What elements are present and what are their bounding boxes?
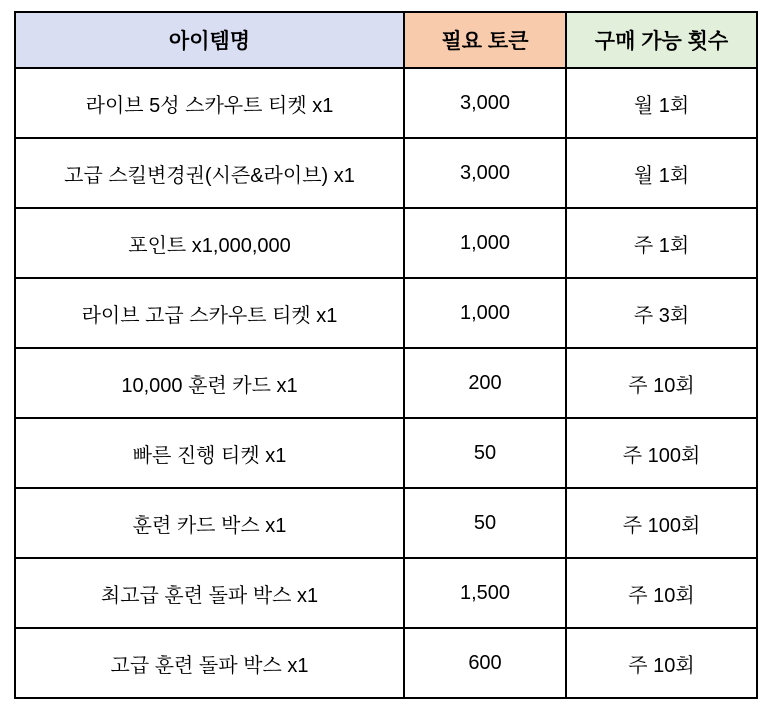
- limit-cell: 주 100회: [566, 418, 757, 488]
- item-name-cell: 고급 스킬변경권(시즌&라이브) x1: [15, 138, 404, 208]
- item-name-cell: 10,000 훈련 카드 x1: [15, 348, 404, 418]
- limit-cell: 월 1회: [566, 138, 757, 208]
- limit-cell: 주 3회: [566, 278, 757, 348]
- item-name-cell: 라이브 고급 스카우트 티켓 x1: [15, 278, 404, 348]
- item-name-cell: 고급 훈련 돌파 박스 x1: [15, 628, 404, 698]
- table-row: [15, 488, 757, 558]
- token-shop-table: [14, 11, 758, 699]
- item-name-cell: 포인트 x1,000,000: [15, 208, 404, 278]
- tokens-cell: 3,000: [404, 68, 566, 138]
- item-name-cell: 최고급 훈련 돌파 박스 x1: [15, 558, 404, 628]
- table-row: [15, 348, 757, 418]
- table-row: [15, 68, 757, 138]
- header-row: [15, 12, 757, 68]
- header-item-name: 아이템명: [15, 12, 404, 68]
- tokens-cell: 200: [404, 348, 566, 418]
- tokens-cell: 1,500: [404, 558, 566, 628]
- limit-cell: 주 1회: [566, 208, 757, 278]
- item-name-cell: 훈련 카드 박스 x1: [15, 488, 404, 558]
- header-purchase-limit: 구매 가능 횟수: [566, 12, 757, 68]
- table-row: [15, 558, 757, 628]
- tokens-cell: 600: [404, 628, 566, 698]
- limit-cell: 주 10회: [566, 348, 757, 418]
- tokens-cell: 1,000: [404, 278, 566, 348]
- tokens-cell: 1,000: [404, 208, 566, 278]
- limit-cell: 주 100회: [566, 488, 757, 558]
- header-required-tokens: 필요 토큰: [404, 12, 566, 68]
- tokens-cell: 50: [404, 488, 566, 558]
- limit-cell: 주 10회: [566, 558, 757, 628]
- limit-cell: 월 1회: [566, 68, 757, 138]
- limit-cell: 주 10회: [566, 628, 757, 698]
- table-row: [15, 138, 757, 208]
- table-row: [15, 418, 757, 488]
- table-row: [15, 278, 757, 348]
- tokens-cell: 50: [404, 418, 566, 488]
- item-name-cell: 빠른 진행 티켓 x1: [15, 418, 404, 488]
- item-name-cell: 라이브 5성 스카우트 티켓 x1: [15, 68, 404, 138]
- table-row: [15, 628, 757, 698]
- tokens-cell: 3,000: [404, 138, 566, 208]
- table-row: [15, 208, 757, 278]
